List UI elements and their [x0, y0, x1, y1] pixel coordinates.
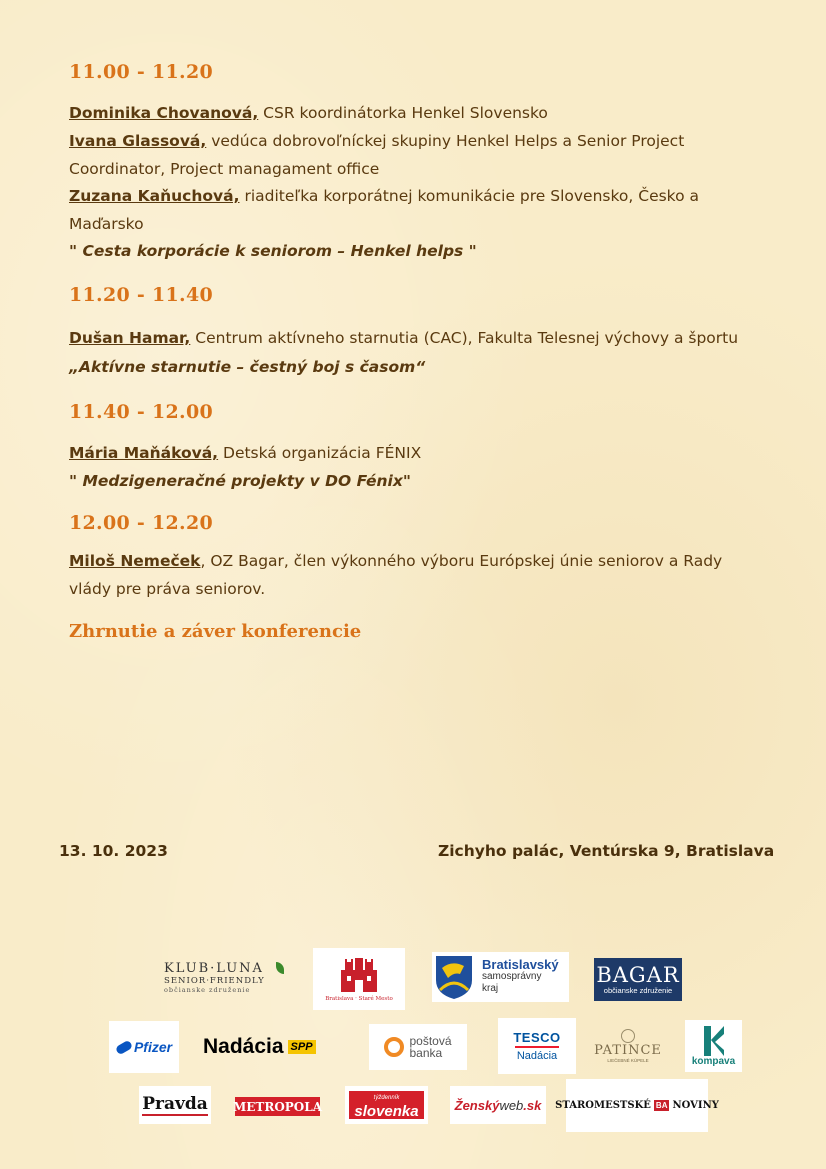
tesco-nadacia-logo: [498, 1018, 576, 1074]
bagar-logo: [594, 958, 682, 1001]
patince-sub: LIEČEBNÉ KÚPELE: [607, 1058, 649, 1063]
speaker-1-3: [69, 183, 749, 238]
metropola-logo: [233, 1097, 323, 1116]
speaker-role: , OZ Bagar, člen výkonného výboru Európskej únie seniorov a Rady vlády pre práva seniorov.: [69, 552, 723, 598]
speaker-role: CSR koordinátorka Henkel Slovensko: [258, 104, 548, 122]
stare-mesto-caption: Bratislava · Staré Mesto: [325, 996, 393, 1002]
web-text: web: [499, 1097, 524, 1113]
staromestske-text: STAROMESTSKÉ: [555, 1100, 651, 1111]
pfizer-text: Pfizer: [133, 1039, 173, 1055]
postova-banka-logo: [369, 1024, 467, 1070]
speaker-name: Zuzana Kaňuchová,: [69, 187, 240, 205]
speaker-4-1: [69, 548, 739, 603]
slovenka-logo: [345, 1086, 428, 1124]
event-date: 13. 10. 2023: [59, 842, 168, 860]
speaker-role: Centrum aktívneho starnutia (CAC), Fakulta Telesnej výchovy a športu: [190, 329, 739, 347]
patince-logo: [589, 1020, 667, 1072]
talk-title-3: " Medzigeneračné projekty v DO Fénix": [69, 472, 411, 490]
zensky-text: Ženský: [454, 1097, 500, 1113]
klub-luna-line1: KLUB·LUNA: [164, 960, 264, 976]
closing-heading: Zhrnutie a záver konferencie: [69, 621, 362, 642]
spp-badge: SPP: [288, 1040, 316, 1054]
time-slot-2: 11.20 - 11.40: [69, 284, 214, 306]
kompava-logo: [685, 1020, 742, 1072]
bsk-line1: Bratislavský: [482, 957, 559, 972]
time-slot-1: 11.00 - 11.20: [69, 61, 214, 83]
staromestske-badge: BA: [655, 1101, 668, 1110]
speaker-name: Ivana Glassová,: [69, 132, 207, 150]
tesco-stripe: [515, 1046, 559, 1048]
bagar-subtitle: občianske združenie: [603, 986, 673, 995]
time-slot-4: 12.00 - 12.20: [69, 512, 214, 534]
klub-luna-logo: [158, 954, 288, 1000]
postova-banka-line2: banka: [409, 1046, 443, 1060]
klub-luna-line3: občianske združenie: [164, 985, 251, 994]
speaker-role: vedúca dobrovoľníckej skupiny Henkel Helps a Senior Project Coordinator, Project managament office: [69, 132, 685, 178]
kompava-mark-icon: [702, 1026, 726, 1056]
bsk-line3: kraj: [482, 983, 499, 994]
nadacia-spp-text: Nadácia: [203, 1035, 284, 1058]
tesco-text: TESCO: [513, 1030, 561, 1045]
speaker-1-1: [69, 100, 749, 128]
klub-luna-line2: SENIOR·FRIENDLY: [164, 975, 265, 986]
noviny-text: NOVINY: [672, 1100, 719, 1111]
leaf-icon: [276, 962, 284, 974]
pfizer-pill-icon: [115, 1039, 133, 1055]
bsk-line2: samosprávny: [482, 971, 542, 982]
talk-title-2: „Aktívne starnutie – čestný boj s časom“: [69, 358, 426, 376]
speaker-name: Dominika Chovanová,: [69, 104, 259, 122]
speaker-name: Mária Maňáková,: [69, 444, 219, 462]
speaker-2-1: [69, 325, 769, 353]
castle-icon: [337, 956, 381, 994]
pfizer-logo: [109, 1021, 179, 1073]
speaker-role: Detská organizácia FÉNIX: [218, 444, 422, 462]
metropola-text: METROPOLA: [233, 1099, 323, 1114]
speaker-name: Dušan Hamar,: [69, 329, 191, 347]
nadacia-spp-logo: [203, 1030, 343, 1064]
ring-icon: [384, 1037, 404, 1057]
speaker-name: Miloš Nemeček: [69, 552, 201, 570]
pravda-text: Pravda: [142, 1094, 208, 1114]
postova-banka-line1: poštová: [409, 1034, 452, 1048]
coat-of-arms-icon: [434, 954, 474, 1000]
pravda-logo: [139, 1086, 211, 1124]
event-venue: Zichyho palác, Ventúrska 9, Bratislava: [438, 842, 775, 860]
slovenka-small: týždenník: [373, 1095, 400, 1101]
tesco-nadacia-text: Nadácia: [516, 1050, 558, 1062]
bagar-title: BAGAR: [596, 963, 680, 987]
slovenka-text: slovenka: [354, 1103, 419, 1120]
bsk-logo: [432, 952, 569, 1002]
sk-text: .sk: [523, 1097, 542, 1113]
stare-mesto-logo: [313, 948, 405, 1010]
speaker-1-2: [69, 128, 749, 183]
speaker-3-1: [69, 440, 749, 468]
time-slot-3: 11.40 - 12.00: [69, 401, 214, 423]
sun-icon: [621, 1029, 635, 1043]
patince-text: PATINCE: [594, 1043, 662, 1058]
talk-title-1: " Cesta korporácie k seniorom – Henkel helps ": [69, 242, 477, 260]
staromestske-noviny-logo: [555, 1079, 719, 1132]
kompava-text: kompava: [691, 1055, 736, 1067]
zensky-web-logo: [450, 1086, 546, 1124]
speaker-role: riaditeľka korporátnej komunikácie pre Slovensko, Česko a Maďarsko: [69, 187, 700, 233]
